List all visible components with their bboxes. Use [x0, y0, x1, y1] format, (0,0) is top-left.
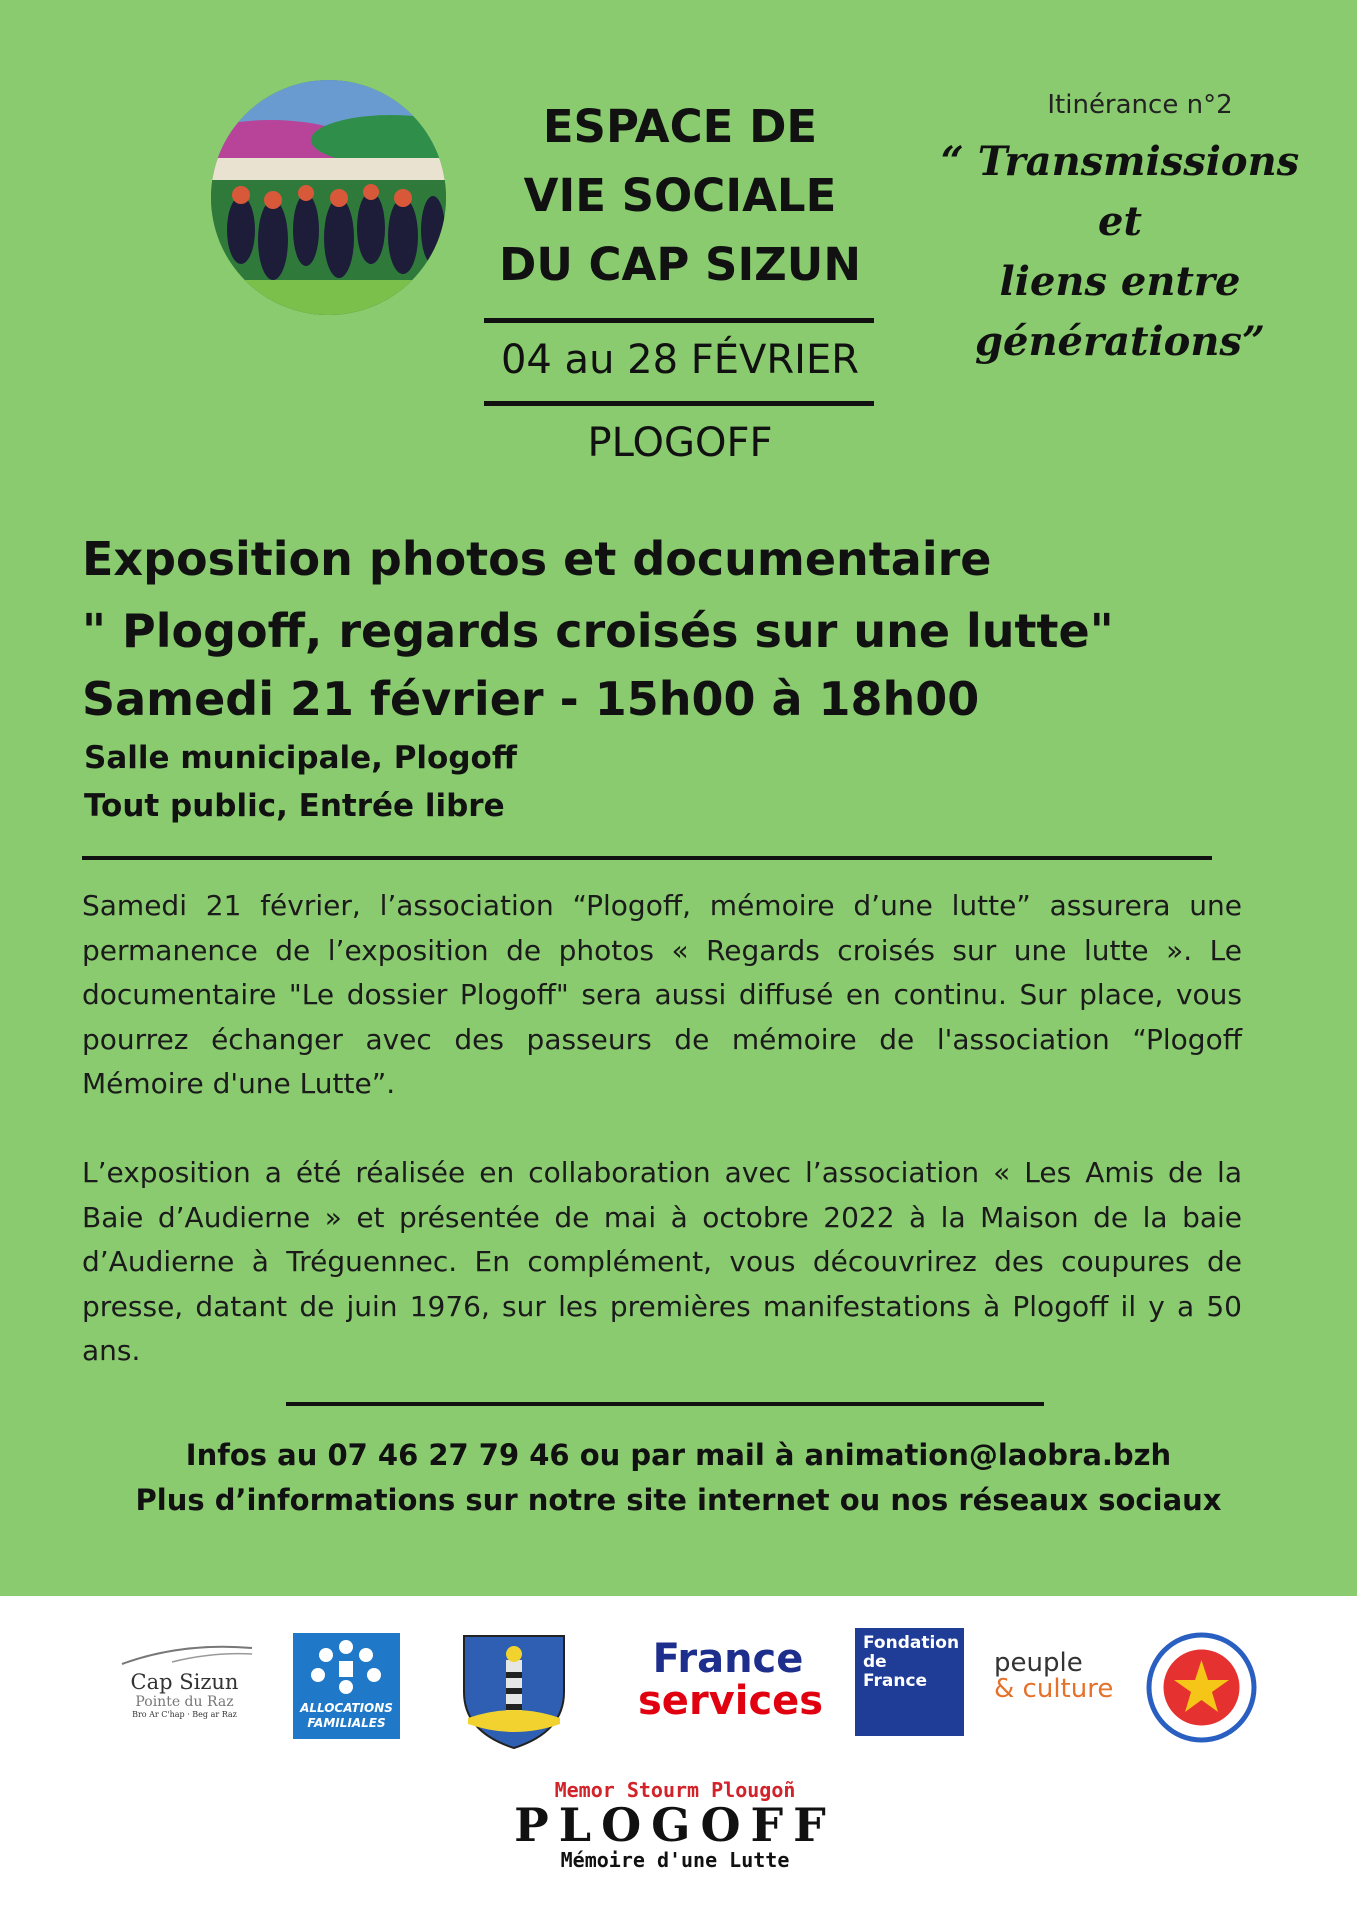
- event-subtitle: " Plogoff, regards croisés sur une lutte": [82, 604, 1114, 658]
- event-dates: 04 au 28 FÉVRIER: [500, 337, 860, 383]
- group-photo: [211, 80, 446, 315]
- more-info: Plus d’informations sur notre site internet ou nos réseaux sociaux: [135, 1483, 1222, 1517]
- france-services-logo: [638, 1636, 824, 1728]
- logo-text: de: [863, 1652, 887, 1672]
- logo-text: Fondation: [863, 1633, 960, 1653]
- fondation-de-france-logo: [855, 1628, 964, 1736]
- strollad-la-obra-logo: [1144, 1630, 1259, 1745]
- divider: [484, 318, 874, 323]
- logo-text: PLOGOFF: [514, 1798, 836, 1852]
- event-datetime: Samedi 21 février - 15h00 à 18h00: [82, 672, 980, 726]
- logo-text: France: [652, 1636, 804, 1682]
- event-heading: Exposition photos et documentaire: [82, 532, 992, 586]
- description-paragraph: L’exposition a été réalisée en collaboration avec l’association « Les Amis de la Baie d’Audierne » et présentée de mai à octobre 2022 à la Maison de la baie d’Audierne à Tréguennec. En complément, vous découvrirez des coupures de presse, datant de juin 1976, sur les premières manifestations à Plogoff il y a 50 ans.: [82, 1156, 1242, 1367]
- logo-text: France: [863, 1671, 928, 1691]
- event-town: PLOGOFF: [587, 420, 773, 466]
- quote-line: “ Transmissions et: [940, 138, 1300, 245]
- logo-text: ALLOCATIONS: [300, 1701, 393, 1715]
- cap-sizun-logo: [112, 1640, 257, 1740]
- divider: [82, 856, 1212, 860]
- logo-text: Mémoire d'une Lutte: [560, 1848, 790, 1872]
- logo-text: Pointe du Raz: [135, 1694, 234, 1710]
- plogoff-coat-of-arms: [460, 1632, 568, 1750]
- logo-text: Bro Ar C'hap · Beg ar Raz: [132, 1710, 237, 1719]
- title-line: DU CAP SIZUN: [498, 238, 862, 291]
- itinerance-label: Itinérance n°2: [1047, 90, 1233, 120]
- caf-logo: [293, 1633, 400, 1739]
- quote-line: générations”: [975, 318, 1265, 365]
- logo-text: & culture: [994, 1674, 1114, 1704]
- logo-text: services: [638, 1678, 824, 1724]
- divider: [484, 401, 874, 406]
- theme-quote: [930, 132, 1310, 372]
- logo-text: peuple: [994, 1648, 1083, 1678]
- title-line: ESPACE DE: [542, 100, 818, 153]
- title-line: VIE SOCIALE: [523, 169, 837, 222]
- memoire-dune-lutte-logo: [505, 1778, 845, 1878]
- event-place: Salle municipale, Plogoff: [84, 740, 517, 776]
- divider: [286, 1402, 1044, 1406]
- contact-info: Infos au 07 46 27 79 46 ou par mail à animation@laobra.bzh: [185, 1438, 1172, 1472]
- logo-text: FAMILIALES: [307, 1716, 386, 1730]
- peuple-et-culture-logo: [994, 1650, 1119, 1710]
- logo-text: Cap Sizun: [130, 1670, 239, 1694]
- logo-text: Memor Stourm Plougoñ: [554, 1778, 796, 1802]
- quote-line: liens entre: [999, 258, 1241, 305]
- event-access: Tout public, Entrée libre: [84, 788, 505, 824]
- organization-title: [470, 92, 890, 299]
- description-paragraph: Samedi 21 février, l’association “Plogoff, mémoire d’une lutte” assurera une permanence de l’exposition de photos « Regards croisés sur une lutte ». Le documentaire "Le dossier Plogoff" sera aussi diffusé en continu. Sur place, vous pourrez échanger avec des passeurs de mémoire de l'association “Plogoff Mémoire d'une Lutte”.: [82, 889, 1242, 1100]
